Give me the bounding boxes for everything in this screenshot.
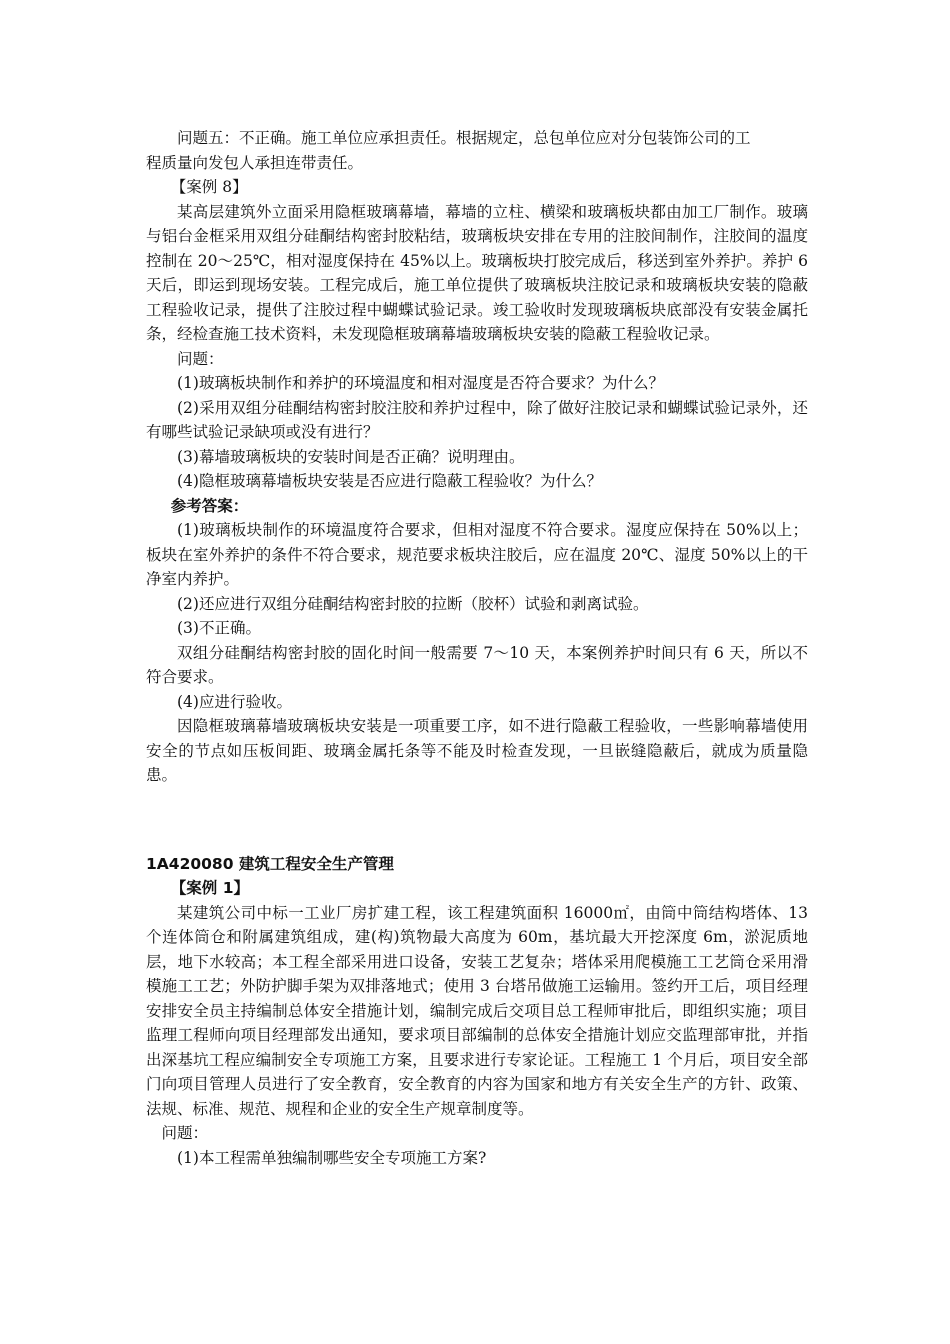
question-2: (2)采用双组分硅酮结构密封胶注胶和养护过程中，除了做好注胶记录和蝴蝶试验记录外，还有哪些试验记录缺项或没有进行？	[146, 398, 808, 441]
question-1: (1)玻璃板块制作和养护的环境温度和相对湿度是否符合要求？为什么？	[177, 374, 664, 392]
answer-1: (1)玻璃板块制作的环境温度符合要求，但相对湿度不符合要求。湿度应保持在 50%以上；板块在室外养护的条件不符合要求，规范要求板块注胶后，应在温度 20℃、湿度 50%以上的干净室内养护。	[146, 521, 808, 588]
answer-4-detail: 因隐框玻璃幕墙玻璃板块安装是一项重要工序，如不进行隐蔽工程验收，一些影响幕墙使用安全的节点如压板间距、玻璃金属托条等不能及时检查发现，一旦嵌缝隐蔽后，就成为质量隐患。	[146, 717, 808, 784]
answers-label: 参考答案：	[170, 496, 249, 515]
case8-title: 【案例 8】	[170, 178, 248, 196]
question-4: (4)隐框玻璃幕墙板块安装是否应进行隐蔽工程验收？为什么？	[177, 472, 602, 490]
case1-questions-label: 问题：	[161, 1124, 209, 1142]
questions-label: 问题：	[177, 349, 224, 368]
answer-2: (2)还应进行双组分硅酮结构密封胶的拉断（胶杯）试验和剥离试验。	[177, 594, 649, 613]
question-3: (3)幕墙玻璃板块的安装时间是否正确？说明理由。	[177, 447, 525, 466]
case8-body: 某高层建筑外立面采用隐框玻璃幕墙，幕墙的立柱、横梁和玻璃板块都由加工厂制作。玻璃与铝台金框采用双组分硅酮结构密封胶粘结，玻璃板块安排在专用的注胶间制作，注胶间的温度控制在 20～25℃，相对湿度保持在 45%以上。玻璃板块打胶完成后，移送到室外养护。养护 6 天后，即运到现场安装。工程完成后，施工单位提供了玻璃板块注胶记录和玻璃板块安装的隐蔽工程验收记录，提供了注胶过程中蝴蝶试验记录。竣工验收时发现玻璃板块底部没有安装金属托条，经检查施工技术资料，未发现隐框玻璃幕墙玻璃板块安装的隐蔽工程验收记录。	[146, 202, 808, 343]
section-case1	[146, 876, 808, 1170]
case1-body: 某建筑公司中标一工业厂房扩建工程，该工程建筑面积 16000㎡，由筒中筒结构塔体、13 个连体筒仓和附属建筑组成，建(构)筑物最大高度为 60m，基坑最大开挖深度 6m，淤泥质地层，地下水较高；本工程全部采用进口设备，安装工艺复杂；塔体采用爬模施工工艺筒仓采用滑模施工工艺；外防护脚手架为双排落地式；使用 3 台塔吊做施工运输用。签约开工后，项目经理安排安全员主持编制总体安全措施计划，编制完成后交项目总工程师审批后，即组织实施；项目监理工程师向项目经理部发出通知，要求项目部编制的总体安全措施计划应交监理部审批，并指出深基坑工程应编制安全专项施工方案，且要求进行专家论证。工程施工 1 个月后，项目安全部门向项目管理人员进行了安全教育，安全教育的内容为国家和地方有关安全生产的方针、政策、法规、标准、规范、规程和企业的安全生产规章制度等。	[146, 903, 808, 1118]
q5-answer-line2: 程质量向发包人承担连带责任。	[146, 153, 364, 172]
answer-3: (3)不正确。	[177, 619, 261, 637]
section-case8	[146, 126, 808, 788]
section-heading: 1A420080 建筑工程安全生产管理	[146, 855, 394, 873]
case1-title: 【案例 1】	[170, 879, 249, 897]
answer-4: (4)应进行验收。	[177, 692, 292, 711]
q5-answer-line1: 问题五：不正确。施工单位应承担责任。根据规定，总包单位应对分包装饰公司的工	[177, 129, 751, 147]
answer-3-detail: 双组分硅酮结构密封胶的固化时间一般需要 7～10 天，本案例养护时间只有 6 天，所以不符合要求。	[146, 643, 808, 686]
case1-question-1: (1)本工程需单独编制哪些安全专项施工方案?	[177, 1148, 487, 1167]
